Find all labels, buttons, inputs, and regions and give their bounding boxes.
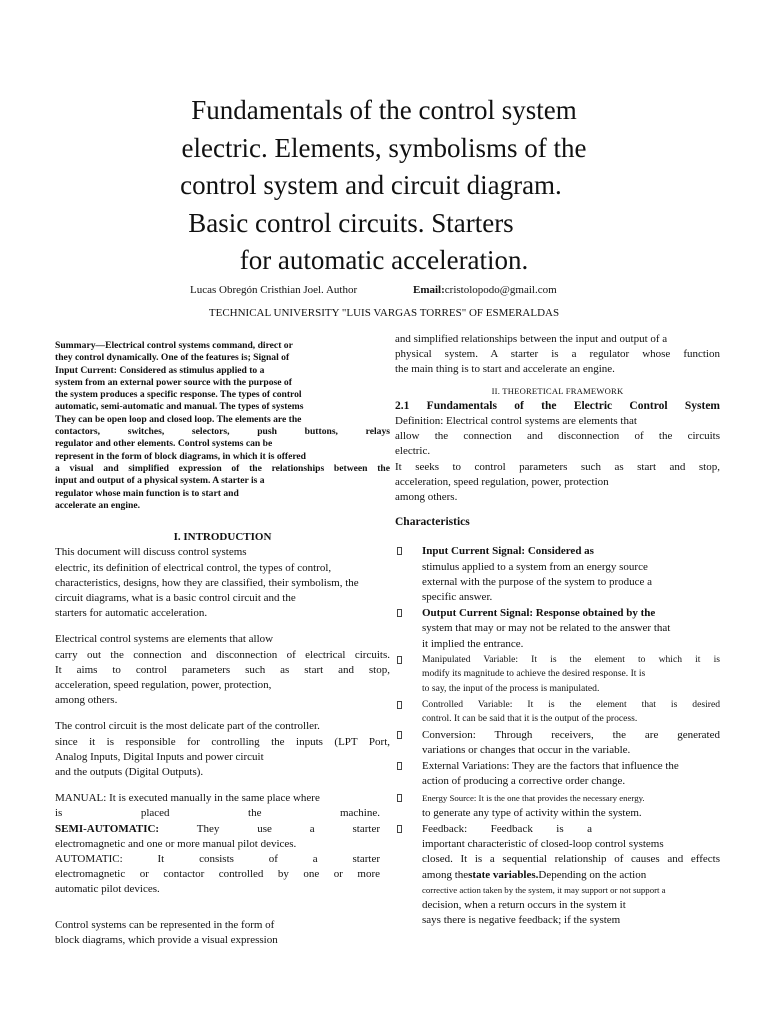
text-line: circuit diagrams, what is a basic control circuit and the [55,591,296,604]
abstract-line: They can be open loop and closed loop. The elements are the [55,413,302,425]
bullet-box-icon [397,609,402,617]
text-line: important characteristic of closed-loop control systems [422,838,664,851]
text-line: AUTOMATIC: It consists of a starter [55,853,380,866]
paper-title [0,92,768,280]
text-line: action of producing a corrective order change. [422,775,626,788]
intro-paragraph-2 [55,632,390,708]
text-line: is placed the machine. [55,807,380,820]
text-line: and simplified relationships between the input and output of a [395,333,668,345]
text-line: decision, when a return occurs in the system it [422,899,626,912]
text-line: specific answer. [422,591,493,604]
text-line: MANUAL: It is executed manually in the same place where [55,792,320,805]
text-line: Energy Source: It is the one that provides the necessary energy. [422,792,645,803]
text-line: Electrical control systems are elements that allow [55,633,274,646]
text-line: among others. [55,694,118,707]
affiliation: TECHNICAL UNIVERSITY "LUIS VARGAS TORRES" OF ESMERALDAS [208,307,560,319]
text-line: Conversion: Through receivers, the are generated [422,728,720,741]
list-item [395,606,720,652]
email-label: Email: [413,284,445,296]
text-line: block diagrams, which provide a visual expression [55,933,278,946]
author-names: Lucas Obregón Cristhian Joel. Author [190,284,358,296]
text-line: Manipulated Variable: It is the element to which it is [422,653,720,665]
text-line: Output Current Signal: Response obtained by the [422,607,656,620]
text-line: starters for automatic acceleration. [55,607,208,620]
text-line: control. It can be said that it is the output of the process. [422,713,638,725]
bullet-box-icon [397,762,402,770]
list-item [395,698,720,727]
author-email [413,284,557,296]
title-line: Basic control circuits. Starters [188,207,514,238]
text-line: allow the connection and disconnection of the circuits [395,430,720,443]
text-line: It aims to control parameters such as start and stop, [55,663,390,676]
abstract-line: regulator whose main function is to start and [55,487,239,499]
text-line: This document will discuss control systems [55,546,247,559]
text-line: characteristics, designs, how they are classified, their symbolism, the [55,576,359,589]
text-line: Control systems can be represented in the form of [55,918,275,931]
abstract-continuation [395,332,720,378]
text-line: to say, the input of the process is manipulated. [422,683,600,695]
definition-paragraph [395,414,720,505]
text-line: corrective action taken by the system, it may support or not support a [422,884,666,895]
text-line: electromagnetic or contactor controlled by one or more [55,868,380,881]
text-line: Feedback: Feedback is a [422,823,592,836]
title-line: Fundamentals of the control system [191,95,577,125]
text-line: closed. It is a sequential relationship of causes and effects [422,853,720,866]
text-line: among thestate variables.Depending on the action [422,868,647,881]
abstract-line: the system produces a specific response. The types of control [55,389,302,401]
list-item [395,791,720,821]
text-line: acceleration, speed regulation, power, protection [395,475,609,488]
text-line: Analog Inputs, Digital Inputs and power circuit [55,750,264,763]
text-line: electric. [395,445,431,458]
abstract-line: a visual and simplified expression of the relationships between the [55,462,390,474]
abstract-line: contactors, switches, selectors, push buttons, relays [55,426,390,438]
text-line: electromagnetic and one or more manual pilot devices. [55,837,297,850]
intro-paragraph-1 [55,545,390,621]
title-line: for automatic acceleration. [239,245,529,275]
abstract-line: Input Current: Considered as stimulus applied to a [55,364,265,376]
email-address: cristolopodo@gmail.com [444,284,557,296]
abstract-line: system from an external power source with the purpose of [55,376,292,388]
text-line: variations or changes that occur in the variable. [422,744,631,757]
text-line: electric, its definition of electrical control, the types of control, [55,561,332,574]
text-line: to generate any type of activity within the system. [422,806,642,819]
right-column [395,332,720,928]
list-item [395,653,720,697]
state-variables-term: state variables. [468,868,539,881]
text-line: Definition: Electrical control systems are elements that [395,415,637,428]
text-line: Controlled Variable: It is the element that is desired [422,698,720,710]
section-heading-theoretical-framework: II. THEORETICAL FRAMEWORK [491,385,624,396]
title-line: control system and circuit diagram. [180,170,562,200]
text-line: modify its magnitude to achieve the desired response. It is [422,668,646,680]
text-line: stimulus applied to a system from an energy source [422,560,648,573]
list-item [395,728,720,758]
text-line: it implied the entrance. [422,637,524,650]
text-line: external with the purpose of the system to produce a [422,575,653,588]
abstract-line: they control dynamically. One of the features is; Signal of [55,352,290,364]
text-line: automatic pilot devices. [55,883,160,896]
abstract-line: regulator and other elements. Control systems can be [55,438,273,450]
left-column [55,340,390,948]
section-heading-introduction: I. INTRODUCTION [173,531,272,544]
text-line: SEMI-AUTOMATIC: They use a starter [55,822,380,835]
text-line: system that may or may not be related to the answer that [422,622,671,635]
bullet-box-icon [397,825,402,833]
text-line: It seeks to control parameters such as start and stop, [395,460,720,473]
text-line: the main thing is to start and accelerate an engine. [395,363,615,376]
abstract-line: Summary—Electrical control systems command, direct or [55,340,293,351]
text-line: External Variations: They are the factors that influence the [422,760,679,773]
characteristics-heading: Characteristics [395,516,470,529]
list-item [395,822,720,928]
abstract-line: accelerate an engine. [55,499,140,511]
abstract [55,340,390,512]
text-line: among others. [395,491,458,504]
text-line: since it is responsible for controlling the inputs (LPT Port, [55,735,390,748]
text-line: says there is negative feedback; if the system [422,914,621,927]
text-line: physical system. A starter is a regulator whose function [395,348,720,361]
text-line: and the outputs (Digital Outputs). [55,766,204,778]
subsection-heading: 2.1 Fundamentals of the Electric Control System [395,399,720,412]
text-line: acceleration, speed regulation, power, protection, [55,678,272,691]
bullet-box-icon [397,656,402,664]
text-line: The control circuit is the most delicate part of the controller. [55,720,320,733]
intro-paragraph-3 [55,719,390,780]
bullet-box-icon [397,701,402,709]
block-diagram-paragraph [55,918,390,948]
bullet-box-icon [397,794,402,802]
list-item [395,544,720,605]
control-types-paragraph [55,791,380,897]
text-line: Input Current Signal: Considered as [422,545,594,558]
list-item [395,759,720,789]
bullet-box-icon [397,731,402,739]
abstract-line: input and output of a physical system. A starter is a [55,475,265,487]
bullet-box-icon [397,547,402,555]
abstract-line: represent in the form of block diagrams, in which it is offered [55,450,307,462]
semi-automatic-label: SEMI-AUTOMATIC: [55,822,160,835]
text-line: carry out the connection and disconnection of electrical circuits. [55,648,390,661]
abstract-line: automatic, semi-automatic and manual. The types of systems [55,401,304,413]
title-line: electric. Elements, symbolisms of the [181,132,587,163]
